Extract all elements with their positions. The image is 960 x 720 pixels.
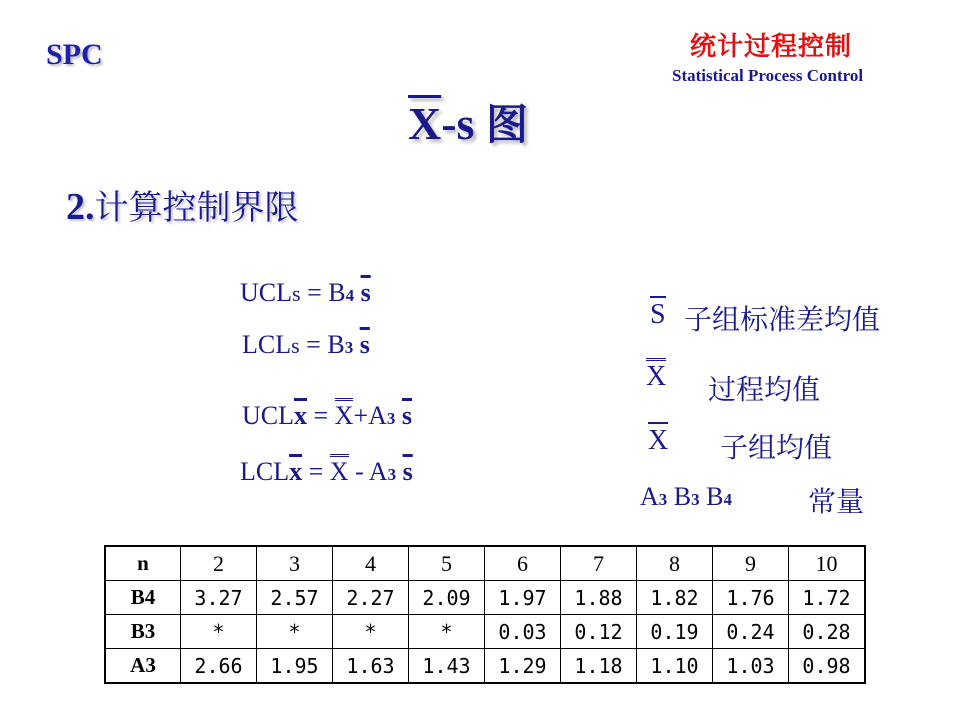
table-cell: 1.95 (257, 649, 333, 684)
table-cell: 8 (637, 546, 713, 581)
formula-eq: = (307, 401, 335, 430)
legend-sbar-text: 子组标准差均值 (684, 303, 881, 336)
table-cell: 1.10 (637, 649, 713, 684)
slide-title (408, 92, 528, 152)
formula-sbar: $\overline{s}$ (360, 278, 371, 307)
formula-coef-sub: 3 (387, 465, 397, 484)
table-cell: 1.29 (485, 649, 561, 684)
formula-op: - A (348, 457, 388, 486)
formula-lcl-s (242, 330, 370, 360)
table-cell: 1.76 (713, 581, 789, 615)
title-cn: 图 (485, 100, 528, 149)
formula-lhs-sub: s (292, 281, 301, 306)
const-a-sub: 3 (658, 490, 668, 509)
const-a: A (640, 482, 659, 511)
section-heading (66, 180, 299, 229)
table-cell: 2 (181, 546, 257, 581)
table-cell: 6 (485, 546, 561, 581)
constants-table (104, 545, 866, 684)
table-cell: 0.24 (713, 615, 789, 649)
table-cell: 1.72 (789, 581, 866, 615)
formula-sbar: $\overline{s}$ (359, 330, 370, 359)
const-b3-sub: 3 (691, 490, 700, 509)
table-cell: 1.88 (561, 581, 637, 615)
table-cell: 1.43 (409, 649, 485, 684)
table-cell: 10 (789, 546, 866, 581)
formula-lhs: LCL (242, 330, 292, 359)
legend-xbar-text: 子组均值 (720, 431, 833, 464)
constants-label: 常量 (808, 485, 865, 518)
formula-lcl-x (240, 454, 413, 487)
table-cell: 0.12 (561, 615, 637, 649)
section-text: 计算控制界限 (94, 188, 299, 228)
formula-lhs: LCL (240, 457, 290, 486)
formula-ucl-x (242, 398, 412, 431)
table-cell: 0.98 (789, 649, 866, 684)
formula-grand-mean: X (335, 398, 354, 429)
table-cell: 2.57 (257, 581, 333, 615)
table-cell: * (257, 615, 333, 649)
const-b4: B (699, 482, 724, 511)
section-number: 2. (66, 186, 95, 228)
formula-coef-sub: 4 (345, 286, 355, 305)
table-row (105, 581, 865, 615)
table-cell: * (333, 615, 409, 649)
table-cell: 3.27 (181, 581, 257, 615)
formula-coef-sub: 3 (386, 409, 396, 428)
brand-label: SPC (46, 38, 103, 71)
header-title-en: Statistical Process Control (672, 66, 864, 85)
formula-lhs: UCL (240, 278, 292, 307)
table-row (105, 615, 865, 649)
formula-lhs-sub: $\overline{x}$ (294, 401, 307, 430)
table-row-header: B4 (105, 581, 181, 615)
table-cell: 7 (561, 546, 637, 581)
table-cell: 2.09 (409, 581, 485, 615)
table-cell: 2.27 (333, 581, 409, 615)
formula-lhs: UCL (242, 401, 294, 430)
table-cell: 1.97 (485, 581, 561, 615)
legend-xbar-symbol (648, 422, 668, 457)
table-row (105, 546, 865, 581)
legend-sbar-symbol (650, 296, 666, 331)
table-cell: 4 (333, 546, 409, 581)
header-title-cn: 统计过程控制 (690, 32, 853, 62)
formula-sbar: $\overline{s}$ (402, 457, 413, 486)
table-cell: 0.28 (789, 615, 866, 649)
formula-lhs-sub: s (291, 333, 300, 358)
table-cell: 1.18 (561, 649, 637, 684)
formula-lhs-sub: $\overline{x}$ (289, 457, 303, 486)
legend-symbol-text: X (648, 422, 668, 455)
table-cell: 0.19 (637, 615, 713, 649)
table-cell: 3 (257, 546, 333, 581)
formula-ucl-s (240, 278, 371, 308)
table-row (105, 649, 865, 684)
table-cell: 1.82 (637, 581, 713, 615)
table-cell: 2.66 (181, 649, 257, 684)
const-b3: B (667, 482, 692, 511)
constants-symbols (640, 482, 732, 512)
table-row-header: B3 (105, 615, 181, 649)
title-suffix: -s (441, 98, 475, 149)
table-cell: 9 (713, 546, 789, 581)
table-row-header: n (105, 546, 181, 581)
table-cell: * (409, 615, 485, 649)
const-b4-sub: 4 (723, 490, 732, 509)
legend-grand-mean-symbol (646, 358, 666, 393)
formula-eq: = B (300, 278, 346, 307)
formula-eq: = (302, 457, 330, 486)
table-cell: 0.03 (485, 615, 561, 649)
legend-symbol-text: X (646, 358, 666, 391)
formula-coef-sub: 3 (344, 338, 354, 357)
formula-grand-mean: X (330, 454, 349, 485)
table-row-header: A3 (105, 649, 181, 684)
table-cell: 1.03 (713, 649, 789, 684)
table-cell: * (181, 615, 257, 649)
formula-sbar: $\overline{s}$ (401, 401, 413, 430)
legend-symbol-text: S (650, 296, 666, 329)
formula-eq: = B (299, 330, 345, 359)
title-xbar: $\overline{X}$ (408, 98, 442, 149)
legend-grand-mean-text: 过程均值 (708, 373, 821, 406)
formula-op: +A (353, 401, 387, 430)
table-cell: 1.63 (333, 649, 409, 684)
table-cell: 5 (409, 546, 485, 581)
